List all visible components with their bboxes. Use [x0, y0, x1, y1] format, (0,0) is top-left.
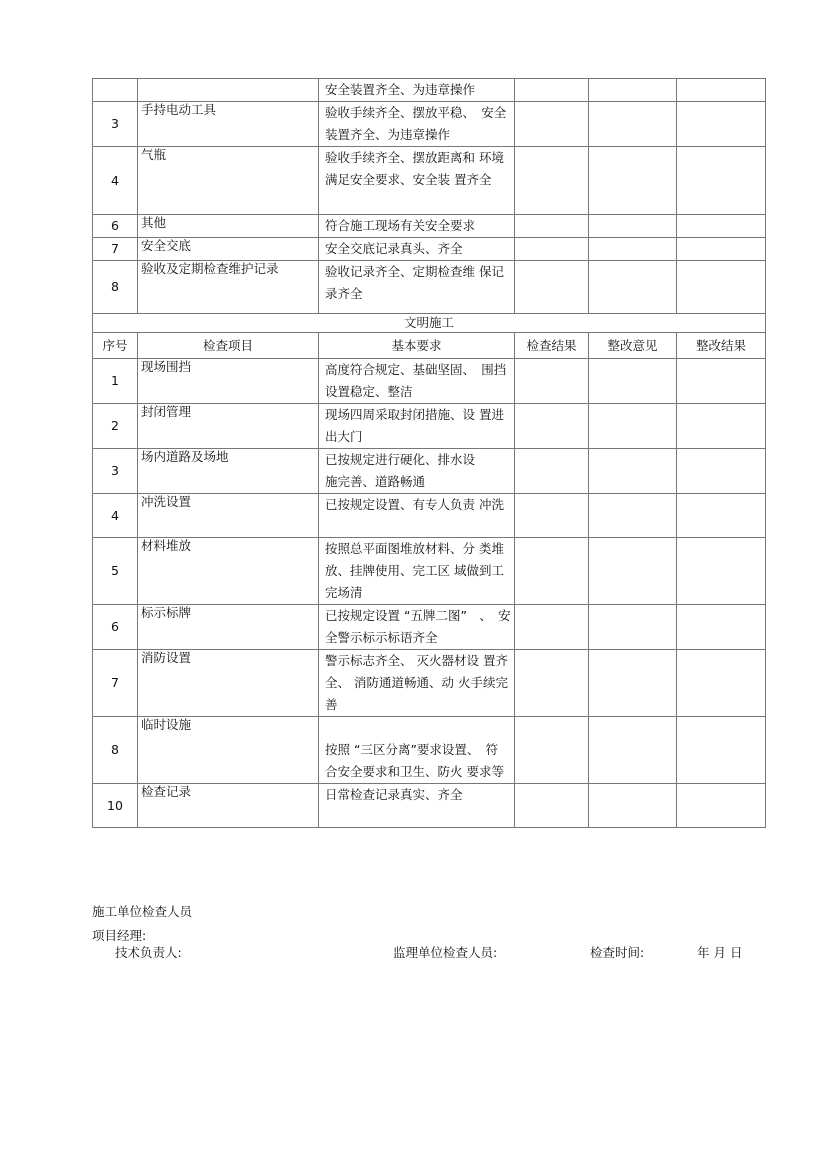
table-row [93, 650, 766, 717]
requirement-cell [319, 359, 515, 404]
result-cell [515, 102, 589, 147]
result-cell [515, 605, 589, 650]
requirement-cell [319, 784, 515, 828]
rectification-opinion-cell [589, 449, 677, 494]
result-cell [515, 147, 589, 215]
rectification-result-cell [677, 538, 766, 605]
requirement-line: 已按规定进行硬化、排水设 [325, 452, 476, 467]
requirement-line: 日常检查记录真实、齐全 [325, 787, 463, 802]
inspection-table [92, 78, 766, 828]
check-item [138, 79, 319, 102]
check-item: 验收及定期检查维护记录 [138, 261, 319, 314]
check-item: 场内道路及场地 [138, 449, 319, 494]
check-item: 材料堆放 [138, 538, 319, 605]
requirement-cell [319, 79, 515, 102]
header-row [93, 333, 766, 359]
requirement-line: 验收手续齐全、摆放平稳、 安全 [325, 105, 507, 120]
rectification-opinion-cell [589, 102, 677, 147]
result-cell [515, 449, 589, 494]
result-cell [515, 238, 589, 261]
rectification-opinion-cell [589, 261, 677, 314]
rectification-result-cell [677, 215, 766, 238]
rectification-opinion-cell [589, 605, 677, 650]
rectification-opinion-cell [589, 494, 677, 538]
rectification-result-cell [677, 359, 766, 404]
requirement-line: 放、挂牌使用、完工区 域做到工 [325, 563, 504, 578]
row-number: 3 [93, 102, 138, 147]
row-number: 2 [93, 404, 138, 449]
requirement-cell [319, 238, 515, 261]
row-number: 7 [93, 650, 138, 717]
result-cell [515, 359, 589, 404]
requirement-line: 验收手续齐全、摆放距离和 环境 [325, 150, 504, 165]
rectification-opinion-cell [589, 650, 677, 717]
table-row [93, 494, 766, 538]
table-row [93, 147, 766, 215]
result-cell [515, 215, 589, 238]
check-item: 临时设施 [138, 717, 319, 784]
rectification-result-cell [677, 238, 766, 261]
requirement-cell [319, 215, 515, 238]
requirement-cell [319, 650, 515, 717]
project-manager-label: 项目经理: [92, 928, 147, 943]
table-row [93, 404, 766, 449]
table-row [93, 215, 766, 238]
inspection-time-label: 检查时间: [590, 945, 645, 960]
row-number: 4 [93, 147, 138, 215]
rectification-opinion-cell [589, 147, 677, 215]
requirement-line: 已按规定设置、有专人负责 冲洗 [325, 497, 504, 512]
requirement-cell [319, 102, 515, 147]
check-item: 手持电动工具 [138, 102, 319, 147]
rectification-opinion-cell [589, 238, 677, 261]
requirement-cell [319, 404, 515, 449]
row-number: 6 [93, 215, 138, 238]
column-header: 整改结果 [677, 333, 766, 359]
rectification-result-cell [677, 650, 766, 717]
requirement-line: 符合施工现场有关安全要求 [325, 218, 476, 233]
rectification-opinion-cell [589, 538, 677, 605]
requirement-line [325, 717, 512, 739]
column-header: 整改意见 [589, 333, 677, 359]
requirement-line: 装置齐全、为违章操作 [325, 127, 451, 142]
requirement-line: 验收记录齐全、定期检查维 保记 [325, 264, 504, 279]
requirement-line: 全警示标示标语齐全 [325, 630, 438, 645]
check-item: 现场围挡 [138, 359, 319, 404]
table-row [93, 238, 766, 261]
check-item: 封闭管理 [138, 404, 319, 449]
requirement-line: 安全装置齐全、为违章操作 [325, 82, 476, 97]
check-item: 消防设置 [138, 650, 319, 717]
requirement-line: 合安全要求和卫生、防火 要求等 [325, 764, 504, 779]
row-number: 3 [93, 449, 138, 494]
tech-lead-label: 技术负责人: [115, 945, 182, 960]
table-row [93, 605, 766, 650]
column-header: 检查项目 [138, 333, 319, 359]
table-row [93, 261, 766, 314]
rectification-opinion-cell [589, 404, 677, 449]
row-number: 10 [93, 784, 138, 828]
column-header: 基本要求 [319, 333, 515, 359]
requirement-cell [319, 538, 515, 605]
requirement-line: 善 [325, 697, 338, 712]
requirement-cell [319, 261, 515, 314]
rectification-result-cell [677, 494, 766, 538]
result-cell [515, 784, 589, 828]
rectification-opinion-cell [589, 359, 677, 404]
check-item: 标示标牌 [138, 605, 319, 650]
check-item: 检查记录 [138, 784, 319, 828]
requirement-line: 安全交底记录真头、齐全 [325, 241, 463, 256]
requirement-line: 录齐全 [325, 286, 363, 301]
requirement-line: 完场清 [325, 585, 363, 600]
requirement-line: 全、 消防通道畅通、动 火手续完 [325, 675, 508, 690]
requirement-line: 警示标志齐全、 灭火器材设 置齐 [325, 653, 508, 668]
requirement-cell [319, 717, 515, 784]
requirement-line: 按照 “三区分离”要求设置、 符 [325, 742, 499, 757]
requirement-cell [319, 494, 515, 538]
check-item: 气瓶 [138, 147, 319, 215]
table-row [93, 359, 766, 404]
section-title-row [93, 314, 766, 333]
row-number: 8 [93, 261, 138, 314]
requirement-line: 高度符合规定、基础坚固、 围挡 [325, 362, 507, 377]
requirement-line: 施完善、道路畅通 [325, 474, 426, 489]
check-item: 其他 [138, 215, 319, 238]
construction-inspectors-label: 施工单位检查人员 [92, 904, 193, 919]
table-row [93, 717, 766, 784]
requirement-line: 设置稳定、整洁 [325, 384, 413, 399]
rectification-result-cell [677, 605, 766, 650]
rectification-opinion-cell [589, 717, 677, 784]
rectification-result-cell [677, 404, 766, 449]
rectification-opinion-cell [589, 79, 677, 102]
rectification-result-cell [677, 102, 766, 147]
result-cell [515, 717, 589, 784]
requirement-cell [319, 449, 515, 494]
rectification-result-cell [677, 717, 766, 784]
requirement-line: 按照总平面图堆放材料、分 类堆 [325, 541, 504, 556]
result-cell [515, 261, 589, 314]
result-cell [515, 650, 589, 717]
row-number: 7 [93, 238, 138, 261]
row-number: 4 [93, 494, 138, 538]
row-number: 8 [93, 717, 138, 784]
check-item: 安全交底 [138, 238, 319, 261]
table-row [93, 102, 766, 147]
requirement-line: 现场四周采取封闭措施、设 置进 [325, 407, 504, 422]
result-cell [515, 538, 589, 605]
requirement-cell [319, 147, 515, 215]
table-row [93, 538, 766, 605]
requirement-line: 已按规定设置 “五牌二图” 、 安 [325, 608, 511, 623]
row-number [93, 79, 138, 102]
column-header: 序号 [93, 333, 138, 359]
supervisor-inspectors-label: 监理单位检查人员: [393, 945, 498, 960]
rectification-opinion-cell [589, 215, 677, 238]
table-row [93, 449, 766, 494]
column-header: 检查结果 [515, 333, 589, 359]
row-number: 5 [93, 538, 138, 605]
rectification-opinion-cell [589, 784, 677, 828]
row-number: 6 [93, 605, 138, 650]
table-row [93, 79, 766, 102]
row-number: 1 [93, 359, 138, 404]
result-cell [515, 404, 589, 449]
result-cell [515, 494, 589, 538]
date-label: 年 月 日 [697, 945, 743, 960]
rectification-result-cell [677, 261, 766, 314]
rectification-result-cell [677, 147, 766, 215]
requirement-cell [319, 605, 515, 650]
rectification-result-cell [677, 784, 766, 828]
check-item: 冲洗设置 [138, 494, 319, 538]
requirement-line: 出大门 [325, 429, 363, 444]
requirement-line: 满足安全要求、安全装 置齐全 [325, 172, 492, 187]
result-cell [515, 79, 589, 102]
rectification-result-cell [677, 449, 766, 494]
rectification-result-cell [677, 79, 766, 102]
table-row [93, 784, 766, 828]
section-title: 文明施工 [93, 314, 766, 333]
